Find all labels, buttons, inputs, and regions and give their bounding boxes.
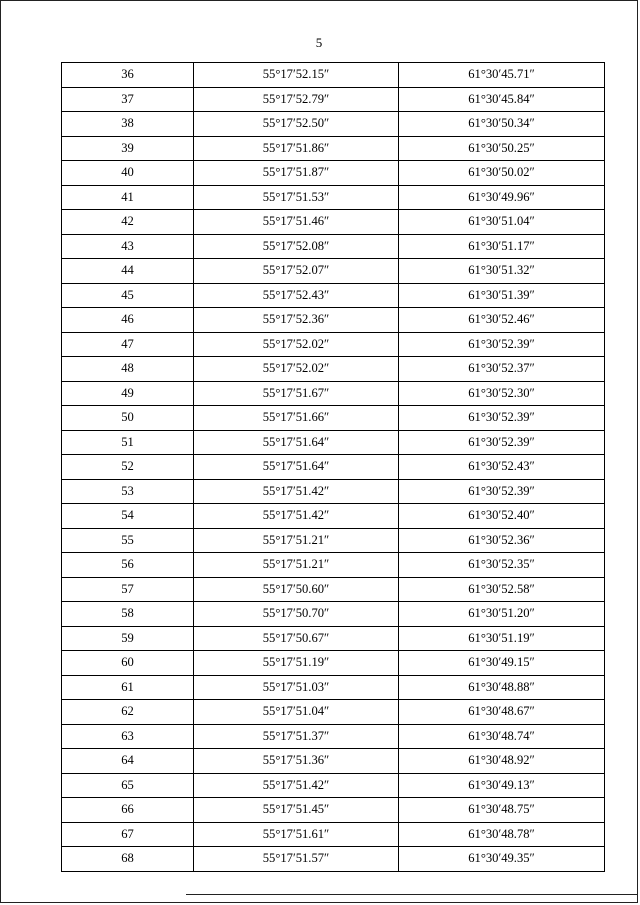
latitude-cell: 55°17′51.45″ — [194, 798, 399, 823]
table-row — [62, 749, 605, 774]
latitude-cell: 55°17′51.03″ — [194, 675, 399, 700]
table-row — [62, 430, 605, 455]
point-number-cell: 62 — [62, 700, 194, 725]
longitude-cell: 61°30′52.36″ — [399, 528, 605, 553]
longitude-cell: 61°30′52.43″ — [399, 455, 605, 480]
table-row — [62, 528, 605, 553]
latitude-cell: 55°17′51.64″ — [194, 430, 399, 455]
longitude-cell: 61°30′49.96″ — [399, 185, 605, 210]
point-number-cell: 40 — [62, 161, 194, 186]
longitude-cell: 61°30′45.71″ — [399, 63, 605, 88]
table-row — [62, 357, 605, 382]
longitude-cell: 61°30′52.39″ — [399, 430, 605, 455]
longitude-cell: 61°30′50.25″ — [399, 136, 605, 161]
point-number-cell: 58 — [62, 602, 194, 627]
point-number-cell: 46 — [62, 308, 194, 333]
point-number-cell: 63 — [62, 724, 194, 749]
latitude-cell: 55°17′51.66″ — [194, 406, 399, 431]
latitude-cell: 55°17′51.42″ — [194, 479, 399, 504]
longitude-cell: 61°30′51.04″ — [399, 210, 605, 235]
point-number-cell: 37 — [62, 87, 194, 112]
longitude-cell: 61°30′51.17″ — [399, 234, 605, 259]
latitude-cell: 55°17′52.02″ — [194, 332, 399, 357]
table-row — [62, 577, 605, 602]
latitude-cell: 55°17′51.42″ — [194, 504, 399, 529]
table-row — [62, 308, 605, 333]
point-number-cell: 55 — [62, 528, 194, 553]
bottom-rule — [186, 894, 638, 895]
longitude-cell: 61°30′52.30″ — [399, 381, 605, 406]
table-row — [62, 87, 605, 112]
latitude-cell: 55°17′50.70″ — [194, 602, 399, 627]
latitude-cell: 55°17′51.42″ — [194, 773, 399, 798]
table-row — [62, 112, 605, 137]
latitude-cell: 55°17′51.36″ — [194, 749, 399, 774]
longitude-cell: 61°30′48.75″ — [399, 798, 605, 823]
point-number-cell: 53 — [62, 479, 194, 504]
point-number-cell: 48 — [62, 357, 194, 382]
point-number-cell: 36 — [62, 63, 194, 88]
table-row — [62, 381, 605, 406]
longitude-cell: 61°30′52.37″ — [399, 357, 605, 382]
table-row — [62, 773, 605, 798]
latitude-cell: 55°17′52.02″ — [194, 357, 399, 382]
latitude-cell: 55°17′51.37″ — [194, 724, 399, 749]
point-number-cell: 66 — [62, 798, 194, 823]
latitude-cell: 55°17′50.67″ — [194, 626, 399, 651]
longitude-cell: 61°30′52.39″ — [399, 332, 605, 357]
point-number-cell: 51 — [62, 430, 194, 455]
longitude-cell: 61°30′52.46″ — [399, 308, 605, 333]
point-number-cell: 50 — [62, 406, 194, 431]
latitude-cell: 55°17′52.79″ — [194, 87, 399, 112]
longitude-cell: 61°30′51.20″ — [399, 602, 605, 627]
table-row — [62, 675, 605, 700]
point-number-cell: 52 — [62, 455, 194, 480]
longitude-cell: 61°30′52.39″ — [399, 479, 605, 504]
latitude-cell: 55°17′51.86″ — [194, 136, 399, 161]
point-number-cell: 64 — [62, 749, 194, 774]
longitude-cell: 61°30′48.92″ — [399, 749, 605, 774]
latitude-cell: 55°17′51.46″ — [194, 210, 399, 235]
latitude-cell: 55°17′51.04″ — [194, 700, 399, 725]
point-number-cell: 57 — [62, 577, 194, 602]
latitude-cell: 55°17′51.61″ — [194, 822, 399, 847]
table-row — [62, 847, 605, 872]
point-number-cell: 54 — [62, 504, 194, 529]
longitude-cell: 61°30′48.67″ — [399, 700, 605, 725]
latitude-cell: 55°17′51.64″ — [194, 455, 399, 480]
longitude-cell: 61°30′49.13″ — [399, 773, 605, 798]
point-number-cell: 38 — [62, 112, 194, 137]
latitude-cell: 55°17′52.36″ — [194, 308, 399, 333]
latitude-cell: 55°17′51.57″ — [194, 847, 399, 872]
table-row — [62, 259, 605, 284]
latitude-cell: 55°17′50.60″ — [194, 577, 399, 602]
table-row — [62, 504, 605, 529]
longitude-cell: 61°30′48.88″ — [399, 675, 605, 700]
coordinates-table-body — [62, 63, 605, 872]
table-row — [62, 283, 605, 308]
longitude-cell: 61°30′52.58″ — [399, 577, 605, 602]
table-row — [62, 406, 605, 431]
latitude-cell: 55°17′52.43″ — [194, 283, 399, 308]
point-number-cell: 67 — [62, 822, 194, 847]
point-number-cell: 43 — [62, 234, 194, 259]
point-number-cell: 59 — [62, 626, 194, 651]
table-row — [62, 210, 605, 235]
table-row — [62, 798, 605, 823]
table-row — [62, 332, 605, 357]
point-number-cell: 49 — [62, 381, 194, 406]
point-number-cell: 39 — [62, 136, 194, 161]
table-row — [62, 185, 605, 210]
point-number-cell: 42 — [62, 210, 194, 235]
longitude-cell: 61°30′52.40″ — [399, 504, 605, 529]
latitude-cell: 55°17′51.19″ — [194, 651, 399, 676]
table-row — [62, 602, 605, 627]
longitude-cell: 61°30′49.15″ — [399, 651, 605, 676]
table-row — [62, 136, 605, 161]
page-number: 5 — [315, 35, 323, 50]
table-row — [62, 700, 605, 725]
longitude-cell: 61°30′45.84″ — [399, 87, 605, 112]
point-number-cell: 61 — [62, 675, 194, 700]
latitude-cell: 55°17′51.87″ — [194, 161, 399, 186]
point-number-cell: 41 — [62, 185, 194, 210]
latitude-cell: 55°17′52.07″ — [194, 259, 399, 284]
point-number-cell: 47 — [62, 332, 194, 357]
coordinates-table — [61, 62, 605, 872]
latitude-cell: 55°17′51.53″ — [194, 185, 399, 210]
longitude-cell: 61°30′48.78″ — [399, 822, 605, 847]
point-number-cell: 65 — [62, 773, 194, 798]
table-row — [62, 724, 605, 749]
latitude-cell: 55°17′51.21″ — [194, 528, 399, 553]
longitude-cell: 61°30′49.35″ — [399, 847, 605, 872]
table-row — [62, 479, 605, 504]
table-row — [62, 822, 605, 847]
longitude-cell: 61°30′48.74″ — [399, 724, 605, 749]
latitude-cell: 55°17′52.08″ — [194, 234, 399, 259]
longitude-cell: 61°30′51.32″ — [399, 259, 605, 284]
longitude-cell: 61°30′50.34″ — [399, 112, 605, 137]
latitude-cell: 55°17′52.50″ — [194, 112, 399, 137]
longitude-cell: 61°30′50.02″ — [399, 161, 605, 186]
longitude-cell: 61°30′52.39″ — [399, 406, 605, 431]
latitude-cell: 55°17′51.67″ — [194, 381, 399, 406]
longitude-cell: 61°30′52.35″ — [399, 553, 605, 578]
point-number-cell: 45 — [62, 283, 194, 308]
table-row — [62, 63, 605, 88]
longitude-cell: 61°30′51.39″ — [399, 283, 605, 308]
table-row — [62, 455, 605, 480]
table-row — [62, 651, 605, 676]
point-number-cell: 44 — [62, 259, 194, 284]
point-number-cell: 60 — [62, 651, 194, 676]
point-number-cell: 56 — [62, 553, 194, 578]
point-number-cell: 68 — [62, 847, 194, 872]
table-row — [62, 553, 605, 578]
latitude-cell: 55°17′51.21″ — [194, 553, 399, 578]
longitude-cell: 61°30′51.19″ — [399, 626, 605, 651]
latitude-cell: 55°17′52.15″ — [194, 63, 399, 88]
table-row — [62, 234, 605, 259]
table-row — [62, 626, 605, 651]
table-row — [62, 161, 605, 186]
